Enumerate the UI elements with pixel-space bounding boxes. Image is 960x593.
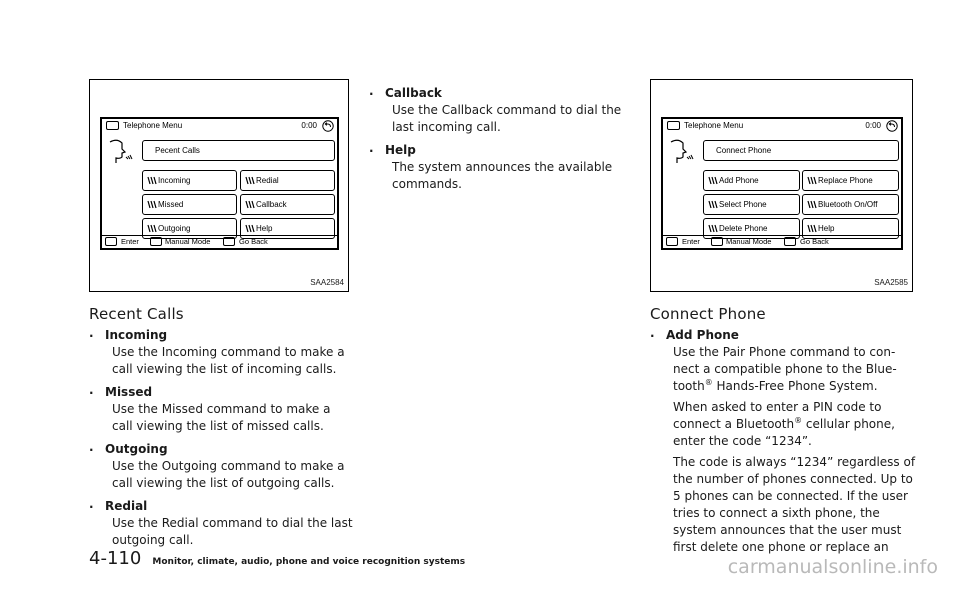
bullet: . — [89, 497, 94, 511]
item-desc: Use the Callback command to dial the last incoming call. — [392, 103, 622, 134]
voice-icon — [708, 224, 718, 233]
button-label: Help — [256, 224, 273, 233]
redial-button[interactable] — [240, 170, 335, 191]
voice-icon — [807, 200, 817, 209]
item-term: Add Phone — [666, 328, 739, 342]
telephone-menu-screen — [661, 117, 903, 250]
section-heading-recent-calls: Recent Calls — [89, 305, 184, 323]
figure-code: SAA2585 — [874, 278, 908, 287]
watermark: carmanualsonline.info — [727, 556, 938, 578]
bullet: . — [89, 326, 94, 340]
button-label: Delete Phone — [719, 224, 768, 233]
item-desc: The system announces the available commands. — [392, 160, 613, 191]
button-label: Callback — [256, 200, 287, 209]
voice-icon — [807, 176, 817, 185]
connect-phone-button[interactable]: Connect Phone — [703, 140, 899, 161]
paragraph-text: Hands-Free Phone System. — [712, 379, 878, 393]
go-back-icon — [784, 237, 796, 246]
enter-label: Enter — [121, 237, 139, 246]
figure-recent-calls — [89, 79, 349, 292]
back-icon — [322, 120, 334, 132]
bullet: . — [369, 141, 374, 155]
screen-topbar — [102, 119, 337, 133]
item-desc: Use the Incoming command to make a call viewing the list of incoming calls. — [112, 345, 345, 376]
figure-code: SAA2584 — [310, 278, 344, 287]
list-item — [89, 384, 354, 435]
voice-icon — [147, 224, 157, 233]
voice-icon — [147, 200, 157, 209]
list-item — [89, 498, 354, 549]
bullet: . — [650, 326, 655, 340]
phone-icon — [667, 121, 680, 130]
manual-mode-label: Manual Mode — [165, 237, 211, 246]
enter-icon — [105, 237, 117, 246]
voice-icon — [708, 176, 718, 185]
manual-mode-label: Manual Mode — [726, 237, 772, 246]
item-term: Redial — [105, 499, 148, 513]
paragraph-text: When asked to enter a PIN code to connect a Bluetooth — [673, 400, 882, 431]
manual-mode-icon — [711, 237, 723, 246]
voice-face-icon — [666, 137, 696, 167]
item-term: Outgoing — [105, 442, 168, 456]
item-paragraph — [650, 399, 918, 450]
call-timer: 0:00 — [865, 121, 881, 130]
button-label: Replace Phone — [818, 176, 873, 185]
missed-button[interactable] — [142, 194, 237, 215]
back-icon — [886, 120, 898, 132]
screen-title: Telephone Menu — [123, 121, 183, 130]
bullet: . — [89, 383, 94, 397]
item-desc: Use the Missed command to make a call viewing the list of missed calls. — [112, 402, 331, 433]
recent-calls-list — [89, 327, 354, 555]
screen-bottombar — [663, 235, 901, 248]
item-term: Missed — [105, 385, 153, 399]
button-label: Outgoing — [158, 224, 191, 233]
replace-phone-button[interactable] — [802, 170, 899, 191]
registered-mark: ® — [704, 378, 713, 387]
list-item — [369, 142, 634, 193]
item-desc: Use the Outgoing command to make a call viewing the list of outgoing calls. — [112, 459, 345, 490]
voice-icon — [708, 200, 718, 209]
go-back-icon — [223, 237, 235, 246]
bullet: . — [89, 440, 94, 454]
go-back-label: Go Back — [800, 237, 829, 246]
button-label: Add Phone — [719, 176, 759, 185]
page-number: 4-110 — [89, 548, 142, 569]
button-label: Help — [818, 224, 835, 233]
list-item — [369, 85, 634, 136]
screen-title: Telephone Menu — [684, 121, 744, 130]
voice-icon — [807, 224, 817, 233]
item-term: Incoming — [105, 328, 168, 342]
callback-help-list — [369, 85, 634, 199]
voice-icon — [245, 176, 255, 185]
telephone-menu-screen — [100, 117, 339, 250]
button-label: Select Phone — [719, 200, 767, 209]
button-label: Bluetooth On/Off — [818, 200, 878, 209]
enter-icon — [666, 237, 678, 246]
select-phone-button[interactable] — [703, 194, 800, 215]
phone-icon — [106, 121, 119, 130]
figure-connect-phone — [650, 79, 913, 292]
chapter-title: Monitor, climate, audio, phone and voice recognition systems — [152, 557, 466, 567]
screen-bottombar — [102, 235, 337, 248]
paragraph-text: cellular phone, enter the code “1234”. — [673, 417, 895, 448]
add-phone-button[interactable] — [703, 170, 800, 191]
voice-icon — [245, 224, 255, 233]
item-paragraph — [650, 344, 918, 395]
item-term: Help — [385, 143, 416, 157]
list-item — [89, 441, 354, 492]
button-label: Missed — [158, 200, 184, 209]
voice-face-icon — [105, 137, 135, 167]
bluetooth-toggle-button[interactable] — [802, 194, 899, 215]
enter-label: Enter — [682, 237, 700, 246]
section-heading-connect-phone: Connect Phone — [650, 305, 766, 323]
callback-button[interactable] — [240, 194, 335, 215]
connect-phone-list — [650, 327, 918, 560]
button-label: Incoming — [158, 176, 191, 185]
list-item — [650, 327, 918, 556]
voice-icon — [245, 200, 255, 209]
bullet: . — [369, 84, 374, 98]
recent-calls-button[interactable]: Pecent Calls — [142, 140, 335, 161]
call-timer: 0:00 — [301, 121, 317, 130]
registered-mark: ® — [794, 416, 803, 425]
page-footer — [89, 548, 465, 569]
item-term: Callback — [385, 86, 442, 100]
item-paragraph: The code is always “1234” regardless of the number of phones connected. Up to 5 phones can be connected. If the user tries to connect a sixth phone, the system announces that the user must first delete one phone or replace an — [673, 455, 916, 554]
button-label: Redial — [256, 176, 279, 185]
list-item — [89, 327, 354, 378]
paragraph-text: Use the Pair Phone command to con-nect a compatible phone to the Blue-tooth — [673, 345, 897, 393]
incoming-button[interactable] — [142, 170, 237, 191]
voice-icon — [147, 176, 157, 185]
item-desc: Use the Redial command to dial the last outgoing call. — [112, 516, 353, 547]
manual-mode-icon — [150, 237, 162, 246]
go-back-label: Go Back — [239, 237, 268, 246]
screen-topbar — [663, 119, 901, 133]
